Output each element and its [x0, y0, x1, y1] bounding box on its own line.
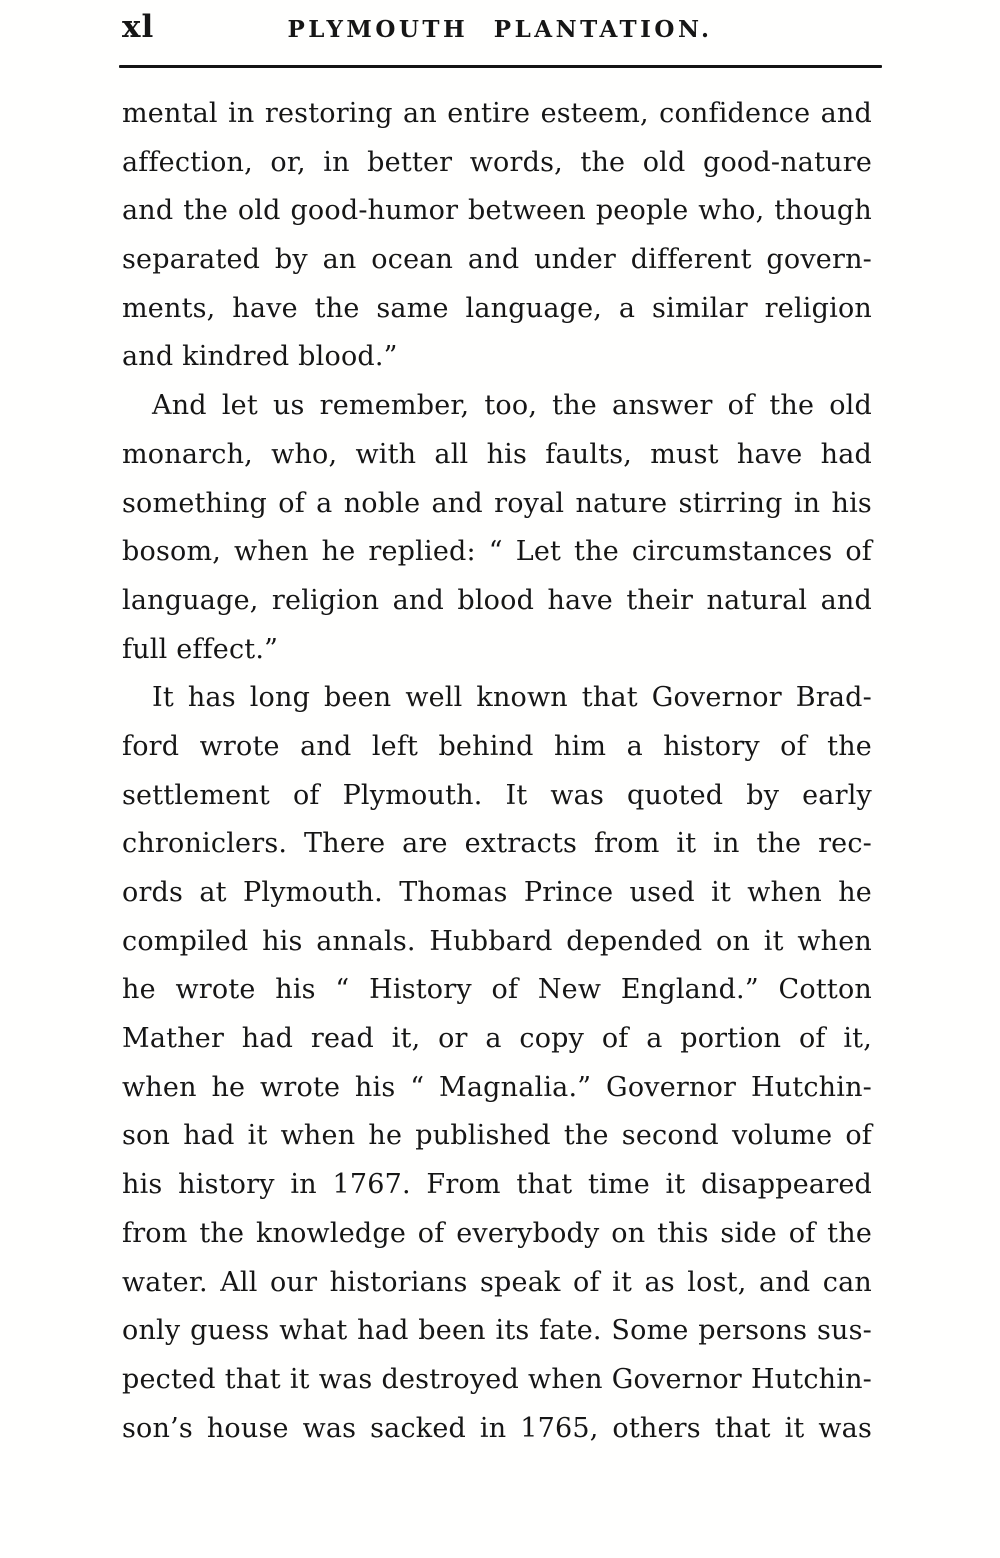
- text-line: pected that it was destroyed when Governor Hutchin-: [122, 1363, 872, 1395]
- text-line: he wrote his “ History of New England.” Cotton: [122, 974, 872, 1006]
- text-line: chroniclers. There are extracts from it in the rec-: [122, 828, 872, 860]
- text-line: ments, have the same language, a similar religion: [122, 292, 872, 324]
- text-line: Mather had read it, or a copy of a portion of it,: [122, 1023, 872, 1055]
- text-line: his history in 1767. From that time it disappeared: [122, 1169, 872, 1201]
- text-line: something of a noble and royal nature stirring in his: [122, 487, 872, 519]
- text-line: full effect.”: [122, 633, 279, 665]
- text-line: ford wrote and left behind him a history of the: [122, 730, 872, 762]
- text-line: It has long been well known that Governor Brad-: [152, 682, 872, 714]
- paragraph-3: [122, 674, 872, 1453]
- text-line: from the knowledge of everybody on this side of the: [122, 1217, 872, 1249]
- text-line: and kindred blood.”: [122, 341, 398, 373]
- text-line: settlement of Plymouth. It was quoted by early: [122, 779, 872, 811]
- text-line: when he wrote his “ Magnalia.” Governor Hutchin-: [122, 1071, 872, 1103]
- text-line: son had it when he published the second volume of: [122, 1120, 872, 1152]
- paragraph-1: [122, 90, 872, 382]
- page-number: xl: [122, 9, 155, 45]
- text-line: only guess what had been its fate. Some persons sus-: [122, 1315, 872, 1347]
- text-line: water. All our historians speak of it as lost, and can: [122, 1266, 872, 1298]
- text-line: separated by an ocean and under different govern-: [122, 244, 872, 276]
- text-line: language, religion and blood have their natural and: [122, 584, 872, 616]
- text-line: affection, or, in better words, the old good-nature: [122, 146, 872, 178]
- header-rule: [119, 65, 882, 68]
- paragraph-2: [122, 382, 872, 674]
- text-line: son’s house was sacked in 1765, others that it was: [122, 1412, 872, 1444]
- text-line: compiled his annals. Hubbard depended on it when: [122, 925, 872, 957]
- page-body: [122, 90, 872, 1453]
- text-line: bosom, when he replied: “ Let the circumstances of: [122, 536, 872, 568]
- text-line: ords at Plymouth. Thomas Prince used it when he: [122, 877, 872, 908]
- text-line: monarch, who, with all his faults, must have had: [122, 438, 872, 470]
- page-header: [122, 10, 878, 52]
- text-line: and the old good-humor between people who, though: [122, 195, 872, 227]
- text-line: mental in restoring an entire esteem, confidence and: [122, 98, 872, 129]
- text-line: And let us remember, too, the answer of the old: [152, 390, 872, 422]
- running-title: PLYMOUTH PLANTATION.: [287, 16, 713, 43]
